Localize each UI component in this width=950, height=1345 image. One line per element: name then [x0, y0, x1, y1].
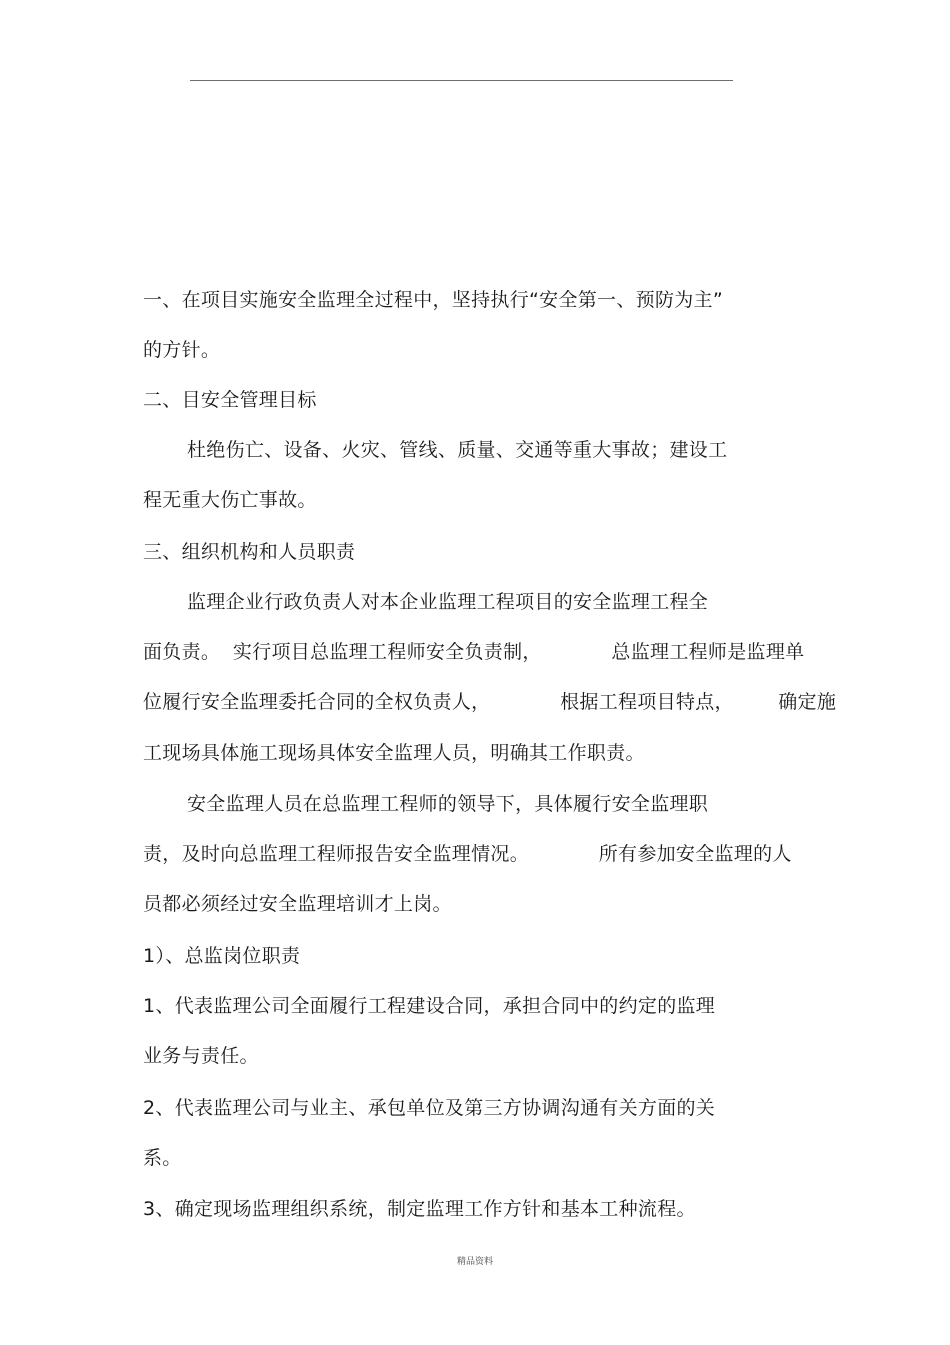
section-heading: 三、组织机构和人员职责: [143, 541, 356, 563]
list-item: 1、代表监理公司全面履行工程建设合同，承担合同中的约定的监理: [143, 995, 716, 1017]
list-item: 2、代表监理公司与业主、承包单位及第三方协调沟通有关方面的关: [143, 1097, 716, 1119]
list-item-continuation: 系。: [143, 1147, 182, 1169]
section-heading: 1）、总监岗位职责: [143, 945, 301, 967]
paragraph-line: 责，及时向总监理工程师报告安全监理情况。 所有参加安全监理的人: [143, 843, 792, 865]
paragraph-line: 程无重大伤亡事故。: [143, 489, 317, 511]
paragraph-line: 杜绝伤亡、设备、火灾、管线、质量、交通等重大事故；建设工: [187, 439, 728, 461]
paragraph-line: 位履行安全监理委托合同的全权负责人， 根据工程项目特点， 确定施: [143, 691, 837, 713]
paragraph-line: 一、在项目实施安全监理全过程中，坚持执行“安全第一、预防为主”: [143, 289, 723, 311]
paragraph-line: 员都必须经过安全监理培训才上岗。: [143, 893, 452, 915]
list-item-continuation: 业务与责任。: [143, 1045, 259, 1067]
paragraph-line: 面负责。 实行项目总监理工程师安全负责制， 总监理工程师是监理单: [143, 641, 805, 663]
paragraph-line: 安全监理人员在总监理工程师的领导下，具体履行安全监理职: [187, 793, 709, 815]
list-item: 3、确定现场监理组织系统，制定监理工作方针和基本工种流程。: [143, 1198, 696, 1220]
header-rule: [190, 80, 733, 81]
paragraph-line: 的方针。: [143, 339, 221, 361]
paragraph-line: 工现场具体施工现场具体安全监理人员，明确其工作职责。: [143, 742, 645, 764]
section-heading: 二、目安全管理目标: [143, 389, 317, 411]
paragraph-line: 监理企业行政负责人对本企业监理工程项目的安全监理工程全: [187, 591, 709, 613]
page-footer: 精品资料: [456, 1257, 493, 1267]
